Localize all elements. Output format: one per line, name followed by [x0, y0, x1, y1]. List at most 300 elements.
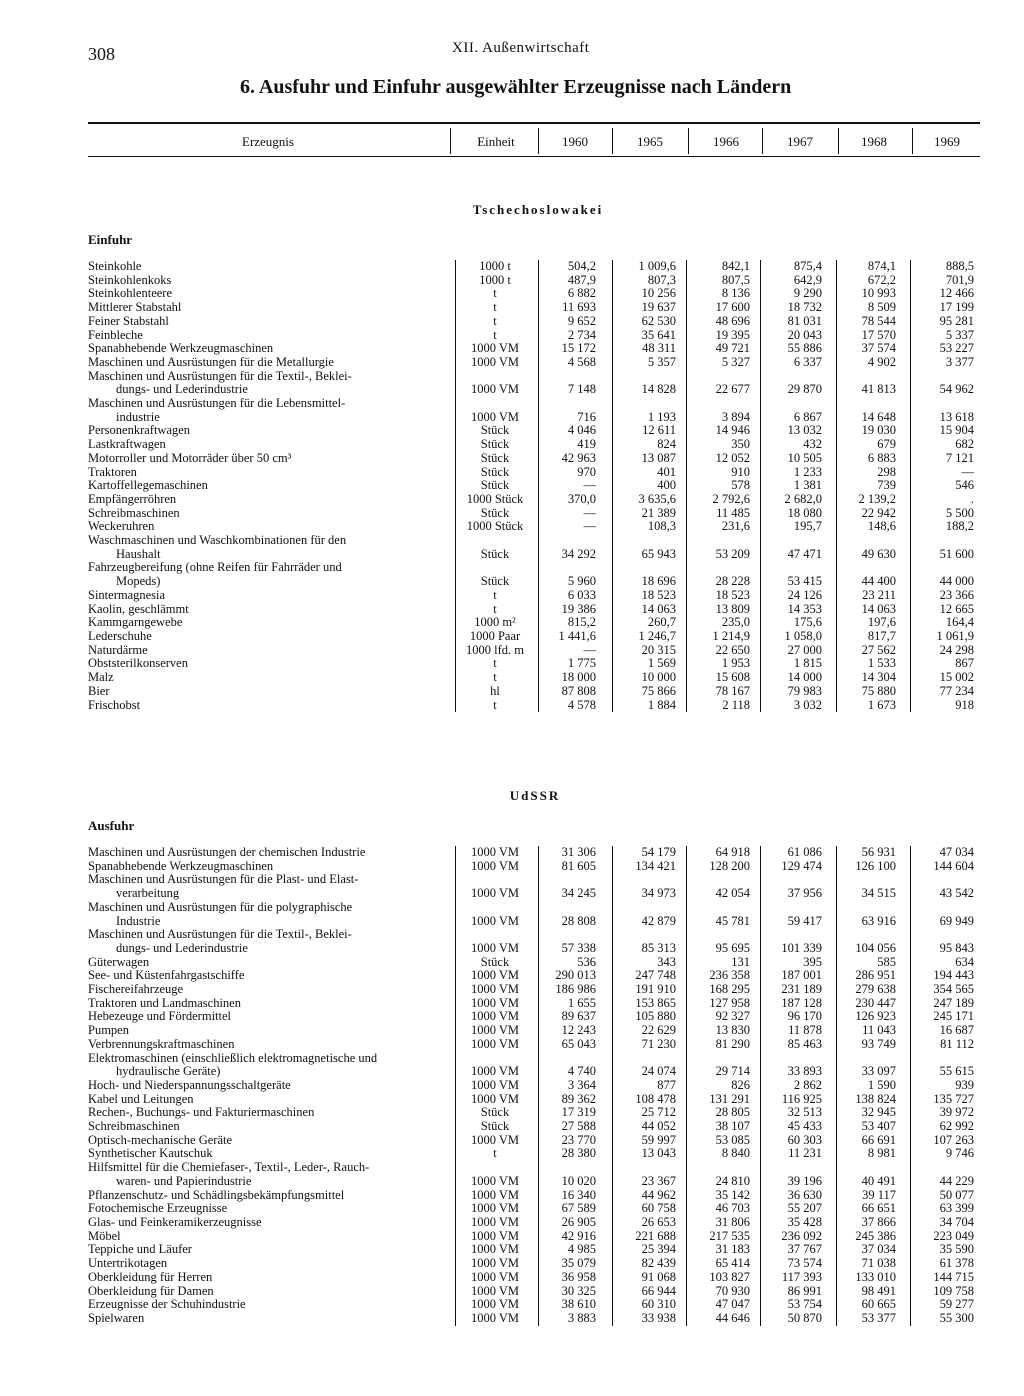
row-unit: t	[493, 286, 497, 301]
row-value-1966: 45 781	[715, 913, 750, 928]
row-value-1969: 144 715	[933, 1269, 974, 1284]
row-value-1960: 26 905	[561, 1214, 596, 1229]
row-value-1968: 197,6	[867, 615, 896, 630]
row-label: Bier	[88, 685, 440, 699]
row-value-1969: .	[970, 491, 974, 506]
row-unit: Stück	[480, 546, 510, 561]
row-value-1968: 245 386	[855, 1228, 896, 1243]
row-unit: 1000 VM	[470, 341, 520, 356]
row-value-1960: —	[583, 478, 596, 493]
row-value-1960: 4 740	[567, 1064, 596, 1079]
row-value-1960: 4 578	[567, 697, 596, 712]
row-value-1965: 807,3	[647, 272, 676, 287]
row-value-1967: 53 754	[787, 1297, 822, 1312]
row-value-1960: 487,9	[567, 272, 596, 287]
row-value-1966: 2 792,6	[712, 491, 750, 506]
row-value-1960: 30 325	[561, 1283, 596, 1298]
row-unit: 1000 VM	[470, 1242, 520, 1257]
row-value-1969: 194 443	[933, 968, 974, 983]
row-value-1967: 35 428	[787, 1214, 822, 1229]
row-value-1967: 47 471	[787, 546, 822, 561]
row-label: Kartoffellegemaschinen	[88, 479, 440, 493]
table-row	[0, 1285, 1024, 1299]
row-label: Schreibmaschinen	[88, 1120, 440, 1134]
table-row	[0, 603, 1024, 617]
table-row	[0, 315, 1024, 329]
row-value-1969: 50 077	[939, 1187, 974, 1202]
row-value-1965: 35 641	[641, 327, 676, 342]
row-value-1966: 217 535	[709, 1228, 750, 1243]
row-value-1969: 59 277	[939, 1297, 974, 1312]
row-value-1968: 230 447	[855, 995, 896, 1010]
table-row	[0, 1230, 1024, 1244]
row-value-1960: 89 637	[561, 1009, 596, 1024]
row-value-1967: 20 043	[787, 327, 822, 342]
row-value-1966: 131	[731, 954, 750, 969]
row-value-1969: 109 758	[933, 1283, 974, 1298]
table-row	[0, 356, 1024, 370]
row-value-1967: 55 207	[787, 1201, 822, 1216]
row-label: Maschinen und Ausrüstungen für die Lebensmittel-	[88, 397, 440, 411]
row-value-1960: 28 808	[561, 913, 596, 928]
row-unit: 1000 Stück	[466, 519, 524, 534]
row-value-1965: 12 611	[642, 423, 676, 438]
row-value-1968: 739	[877, 478, 896, 493]
table-row	[0, 969, 1024, 983]
row-label: Lastkraftwagen	[88, 438, 440, 452]
row-value-1968: 56 931	[861, 845, 896, 859]
row-value-1969: 135 727	[933, 1091, 974, 1106]
row-unit: Stück	[480, 1119, 510, 1134]
table-row	[0, 846, 1024, 860]
row-value-1967: 6 867	[793, 409, 822, 424]
row-label: Feinbleche	[88, 329, 440, 343]
section-flow-export: Ausfuhr	[88, 818, 135, 833]
row-value-1967: 86 991	[787, 1283, 822, 1298]
row-value-1968: 133 010	[855, 1269, 896, 1284]
row-unit: 1000 lfd. m	[466, 642, 524, 657]
table-row	[0, 1038, 1024, 1052]
row-value-1967: 96 170	[787, 1009, 822, 1024]
header-year-1969: 1969	[934, 134, 960, 149]
row-value-1960: 1 775	[567, 656, 596, 671]
table-row	[0, 860, 1024, 874]
row-value-1960: 3 883	[567, 1310, 596, 1325]
row-value-1967: 117 393	[781, 1269, 822, 1284]
row-unit: 1000 VM	[470, 1214, 520, 1229]
row-label: Industrie	[88, 915, 468, 929]
column-rule	[686, 260, 687, 712]
row-value-1965: 44 962	[641, 1187, 676, 1202]
row-value-1966: 8 136	[721, 286, 750, 301]
table-row	[0, 1120, 1024, 1134]
row-value-1967: 432	[803, 437, 822, 452]
table-row	[0, 466, 1024, 480]
row-value-1968: 286 951	[855, 968, 896, 983]
row-label: Pflanzenschutz- und Schädlingsbekämpfungsmittel	[88, 1189, 440, 1203]
row-label: Verbrennungskraftmaschinen	[88, 1038, 440, 1052]
row-value-1967: 1 058,0	[784, 628, 822, 643]
table-row	[0, 671, 1024, 685]
row-value-1966: 807,5	[721, 272, 750, 287]
row-unit: 1000 VM	[470, 409, 520, 424]
row-value-1969: 51 600	[939, 546, 974, 561]
table-row	[0, 1093, 1024, 1107]
row-value-1966: 19 395	[715, 327, 750, 342]
row-value-1967: 59 417	[787, 913, 822, 928]
table-row	[0, 260, 1024, 274]
table-row	[0, 438, 1024, 452]
row-value-1969: 107 263	[933, 1132, 974, 1147]
row-label: Glas- und Feinkeramikerzeugnisse	[88, 1216, 440, 1230]
table-row	[0, 493, 1024, 507]
row-value-1969: 54 962	[939, 382, 974, 397]
row-value-1969: 55 615	[939, 1064, 974, 1079]
row-value-1967: 10 505	[787, 450, 822, 465]
row-value-1965: 10 000	[641, 670, 676, 685]
row-value-1968: 585	[877, 954, 896, 969]
table-row	[0, 873, 1024, 900]
row-label: Fahrzeugbereifung (ohne Reifen für Fahrräder und	[88, 561, 440, 575]
row-value-1966: 29 714	[715, 1064, 750, 1079]
table-row	[0, 928, 1024, 955]
row-unit: 1000 VM	[470, 1064, 520, 1079]
table-row	[0, 301, 1024, 315]
row-value-1968: 148,6	[867, 519, 896, 534]
row-unit: 1000 VM	[470, 940, 520, 955]
row-value-1966: 1 214,9	[712, 628, 750, 643]
table-row	[0, 1312, 1024, 1326]
row-unit: 1000 t	[479, 272, 511, 287]
table-row	[0, 534, 1024, 561]
row-value-1965: 60 310	[641, 1297, 676, 1312]
row-value-1960: 716	[577, 409, 596, 424]
row-value-1966: 17 600	[715, 300, 750, 315]
row-value-1968: 60 665	[861, 1297, 896, 1312]
table-row	[0, 699, 1024, 713]
row-label: Feiner Stabstahl	[88, 315, 440, 329]
table-row	[0, 644, 1024, 658]
row-label: Steinkohlenteere	[88, 287, 440, 301]
row-value-1967: 85 463	[787, 1036, 822, 1051]
row-label: Steinkohle	[88, 260, 440, 274]
row-label: Maschinen und Ausrüstungen der chemischen Industrie	[88, 846, 440, 860]
row-label: Steinkohlenkoks	[88, 274, 440, 288]
row-unit: 1000 VM	[470, 1009, 520, 1024]
row-value-1966: 81 290	[715, 1036, 750, 1051]
row-value-1965: 401	[657, 464, 676, 479]
row-label: Rechen-, Buchungs- und Fakturiermaschinen	[88, 1106, 440, 1120]
row-value-1966: 28 805	[715, 1105, 750, 1120]
row-value-1968: 75 880	[861, 683, 896, 698]
row-value-1960: 186 986	[555, 982, 596, 997]
row-label: Hebezeuge und Fördermittel	[88, 1010, 440, 1024]
row-unit: 1000 VM	[470, 1187, 520, 1202]
table-row	[0, 561, 1024, 588]
row-value-1965: 33 938	[641, 1310, 676, 1325]
row-value-1960: —	[583, 642, 596, 657]
table-row	[0, 983, 1024, 997]
row-value-1968: 49 630	[861, 546, 896, 561]
row-value-1966: 128 200	[709, 858, 750, 873]
row-value-1960: 28 380	[561, 1146, 596, 1161]
row-value-1967: 11 878	[788, 1023, 822, 1038]
row-value-1967: 24 126	[787, 587, 822, 602]
row-value-1967: 1 815	[793, 656, 822, 671]
header-unit: Einheit	[477, 134, 515, 149]
row-label: Frischobst	[88, 699, 440, 713]
row-value-1965: 3 635,6	[638, 491, 676, 506]
row-value-1967: 32 513	[787, 1105, 822, 1120]
table-row	[0, 1271, 1024, 1285]
column-rule	[612, 846, 613, 1326]
row-value-1966: 22 650	[715, 642, 750, 657]
row-unit: 1000 VM	[470, 1256, 520, 1271]
row-label: Kabel und Leitungen	[88, 1093, 440, 1107]
row-label: Haushalt	[88, 548, 468, 562]
row-value-1968: 44 400	[861, 574, 896, 589]
row-value-1967: 81 031	[787, 313, 822, 328]
row-value-1965: 26 653	[641, 1214, 676, 1229]
row-value-1960: 17 319	[561, 1105, 596, 1120]
table-row	[0, 1298, 1024, 1312]
row-value-1967: 37 767	[787, 1242, 822, 1257]
row-value-1969: 13 618	[939, 409, 974, 424]
row-label: Oberkleidung für Damen	[88, 1285, 440, 1299]
row-value-1969: 24 298	[939, 642, 974, 657]
row-value-1966: 28 228	[715, 574, 750, 589]
row-value-1965: 824	[657, 437, 676, 452]
row-unit: 1000 VM	[470, 886, 520, 901]
row-value-1969: 77 234	[939, 683, 974, 698]
row-value-1965: 14 063	[641, 601, 676, 616]
row-label: Möbel	[88, 1230, 440, 1244]
row-value-1969: 62 992	[939, 1119, 974, 1134]
row-value-1969: 23 366	[939, 587, 974, 602]
row-value-1969: 9 746	[945, 1146, 974, 1161]
row-value-1960: 536	[577, 954, 596, 969]
row-value-1967: 116 925	[781, 1091, 822, 1106]
row-unit: 1000 VM	[470, 1310, 520, 1325]
table-row	[0, 507, 1024, 521]
table-row	[0, 287, 1024, 301]
table-row	[0, 1024, 1024, 1038]
row-value-1965: 108,3	[647, 519, 676, 534]
row-unit: t	[493, 697, 497, 712]
row-value-1960: 16 340	[561, 1187, 596, 1202]
column-rule	[455, 260, 456, 712]
row-unit: t	[493, 327, 497, 342]
row-value-1965: 21 389	[641, 505, 676, 520]
row-value-1966: 95 695	[715, 940, 750, 955]
table-row	[0, 1106, 1024, 1120]
row-value-1968: 39 117	[862, 1187, 896, 1202]
row-value-1968: 1 533	[867, 656, 896, 671]
row-value-1969: 47 034	[939, 845, 974, 859]
row-value-1966: 31 806	[715, 1214, 750, 1229]
row-value-1960: 31 306	[561, 845, 596, 859]
row-value-1966: 910	[731, 464, 750, 479]
row-label: Spielwaren	[88, 1312, 440, 1326]
row-value-1969: 15 002	[939, 670, 974, 685]
row-unit: Stück	[480, 478, 510, 493]
row-value-1969: 918	[955, 697, 974, 712]
row-label: Maschinen und Ausrüstungen für die polygraphische	[88, 901, 440, 915]
row-value-1965: 260,7	[647, 615, 676, 630]
table-row	[0, 424, 1024, 438]
row-value-1966: 46 703	[715, 1201, 750, 1216]
column-rule	[836, 846, 837, 1326]
row-unit: 1000 Paar	[469, 628, 521, 643]
row-value-1967: 61 086	[787, 845, 822, 859]
row-value-1968: 22 942	[861, 505, 896, 520]
row-label: Sintermagnesia	[88, 589, 440, 603]
row-value-1960: 4 568	[567, 354, 596, 369]
row-value-1967: 79 983	[787, 683, 822, 698]
row-value-1968: 6 883	[867, 450, 896, 465]
row-value-1960: 81 605	[561, 858, 596, 873]
row-unit: 1000 VM	[470, 1173, 520, 1188]
row-value-1969: 247 189	[933, 995, 974, 1010]
row-unit: Stück	[480, 464, 510, 479]
row-value-1967: 29 870	[787, 382, 822, 397]
table-row	[0, 1257, 1024, 1271]
row-label: Mopeds)	[88, 575, 468, 589]
row-value-1969: 55 300	[939, 1310, 974, 1325]
row-value-1960: 36 958	[561, 1269, 596, 1284]
row-label: Optisch-mechanische Geräte	[88, 1134, 440, 1148]
row-value-1960: 42 963	[561, 450, 596, 465]
row-value-1968: 32 945	[861, 1105, 896, 1120]
row-label: Traktoren	[88, 466, 440, 480]
row-value-1967: 129 474	[781, 858, 822, 873]
row-value-1965: 221 688	[635, 1228, 676, 1243]
row-value-1965: 24 074	[641, 1064, 676, 1079]
row-value-1967: 36 630	[787, 1187, 822, 1202]
row-value-1966: 3 894	[721, 409, 750, 424]
row-value-1960: —	[583, 505, 596, 520]
row-value-1965: 1 884	[647, 697, 676, 712]
row-value-1969: 164,4	[945, 615, 974, 630]
row-value-1969: 223 049	[933, 1228, 974, 1243]
row-value-1968: 23 211	[862, 587, 896, 602]
row-value-1967: 39 196	[787, 1173, 822, 1188]
row-value-1966: 14 946	[715, 423, 750, 438]
row-value-1966: 35 142	[715, 1187, 750, 1202]
row-value-1960: 38 610	[561, 1297, 596, 1312]
row-unit: 1000 VM	[470, 354, 520, 369]
row-label: See- und Küstenfahrgastschiffe	[88, 969, 440, 983]
row-label: Obststerilkonserven	[88, 657, 440, 671]
row-value-1969: 69 949	[939, 913, 974, 928]
row-value-1966: 826	[731, 1077, 750, 1092]
row-value-1965: 19 637	[641, 300, 676, 315]
row-unit: Stück	[480, 954, 510, 969]
table-row	[0, 520, 1024, 534]
row-value-1967: 9 290	[793, 286, 822, 301]
row-value-1965: 191 910	[635, 982, 676, 997]
row-value-1969: 5 337	[945, 327, 974, 342]
row-value-1969: 144 604	[933, 858, 974, 873]
row-value-1968: 874,1	[867, 259, 896, 273]
row-value-1966: 53 085	[715, 1132, 750, 1147]
row-value-1968: 4 902	[867, 354, 896, 369]
row-value-1960: 6 033	[567, 587, 596, 602]
row-value-1960: 3 364	[567, 1077, 596, 1092]
row-value-1968: 104 056	[855, 940, 896, 955]
row-value-1965: 134 421	[635, 858, 676, 873]
row-unit: 1000 VM	[470, 382, 520, 397]
row-label: industrie	[88, 411, 468, 425]
table-row	[0, 370, 1024, 397]
row-label: Spanabhebende Werkzeugmaschinen	[88, 860, 440, 874]
row-label: Kaolin, geschlämmt	[88, 603, 440, 617]
row-label: Waschmaschinen und Waschkombinationen für den	[88, 534, 440, 548]
row-value-1969: 95 281	[939, 313, 974, 328]
row-unit: 1000 VM	[470, 845, 520, 859]
row-value-1965: 75 866	[641, 683, 676, 698]
row-value-1969: 634	[955, 954, 974, 969]
column-rule	[612, 260, 613, 712]
row-value-1960: 6 882	[567, 286, 596, 301]
row-value-1960: 4 046	[567, 423, 596, 438]
row-value-1967: 53 415	[787, 574, 822, 589]
row-value-1966: 64 918	[715, 845, 750, 859]
row-value-1966: 5 327	[721, 354, 750, 369]
row-value-1968: 63 916	[861, 913, 896, 928]
column-rule	[538, 846, 539, 1326]
row-value-1960: 10 020	[561, 1173, 596, 1188]
row-unit: 1000 VM	[470, 1077, 520, 1092]
row-value-1967: 236 092	[781, 1228, 822, 1243]
row-value-1969: 7 121	[945, 450, 974, 465]
row-value-1969: 34 704	[939, 1214, 974, 1229]
row-value-1969: 12 466	[939, 286, 974, 301]
row-value-1960: 5 960	[567, 574, 596, 589]
row-value-1968: 298	[877, 464, 896, 479]
row-value-1967: 18 080	[787, 505, 822, 520]
row-value-1966: 24 810	[715, 1173, 750, 1188]
row-value-1966: 103 827	[709, 1269, 750, 1284]
row-value-1965: 20 315	[641, 642, 676, 657]
column-rule	[836, 260, 837, 712]
row-value-1960: 87 808	[561, 683, 596, 698]
row-value-1967: 13 032	[787, 423, 822, 438]
row-value-1968: 672,2	[867, 272, 896, 287]
row-value-1967: 195,7	[793, 519, 822, 534]
row-label: Malz	[88, 671, 440, 685]
column-rule	[910, 846, 911, 1326]
table-row	[0, 901, 1024, 928]
row-unit: 1000 VM	[470, 968, 520, 983]
table-row	[0, 685, 1024, 699]
row-value-1960: 34 292	[561, 546, 596, 561]
row-value-1960: 2 734	[567, 327, 596, 342]
row-value-1965: 60 758	[641, 1201, 676, 1216]
row-value-1966: 231,6	[721, 519, 750, 534]
row-value-1967: 73 574	[787, 1256, 822, 1271]
row-value-1966: 22 677	[715, 382, 750, 397]
table-row	[0, 1161, 1024, 1188]
row-value-1967: 187 001	[781, 968, 822, 983]
row-value-1966: 47 047	[715, 1297, 750, 1312]
table-row	[0, 1189, 1024, 1203]
row-value-1965: 18 523	[641, 587, 676, 602]
row-value-1968: 37 866	[861, 1214, 896, 1229]
row-value-1965: 343	[657, 954, 676, 969]
row-label: Spanabhebende Werkzeugmaschinen	[88, 342, 440, 356]
row-value-1960: 1 441,6	[558, 628, 596, 643]
